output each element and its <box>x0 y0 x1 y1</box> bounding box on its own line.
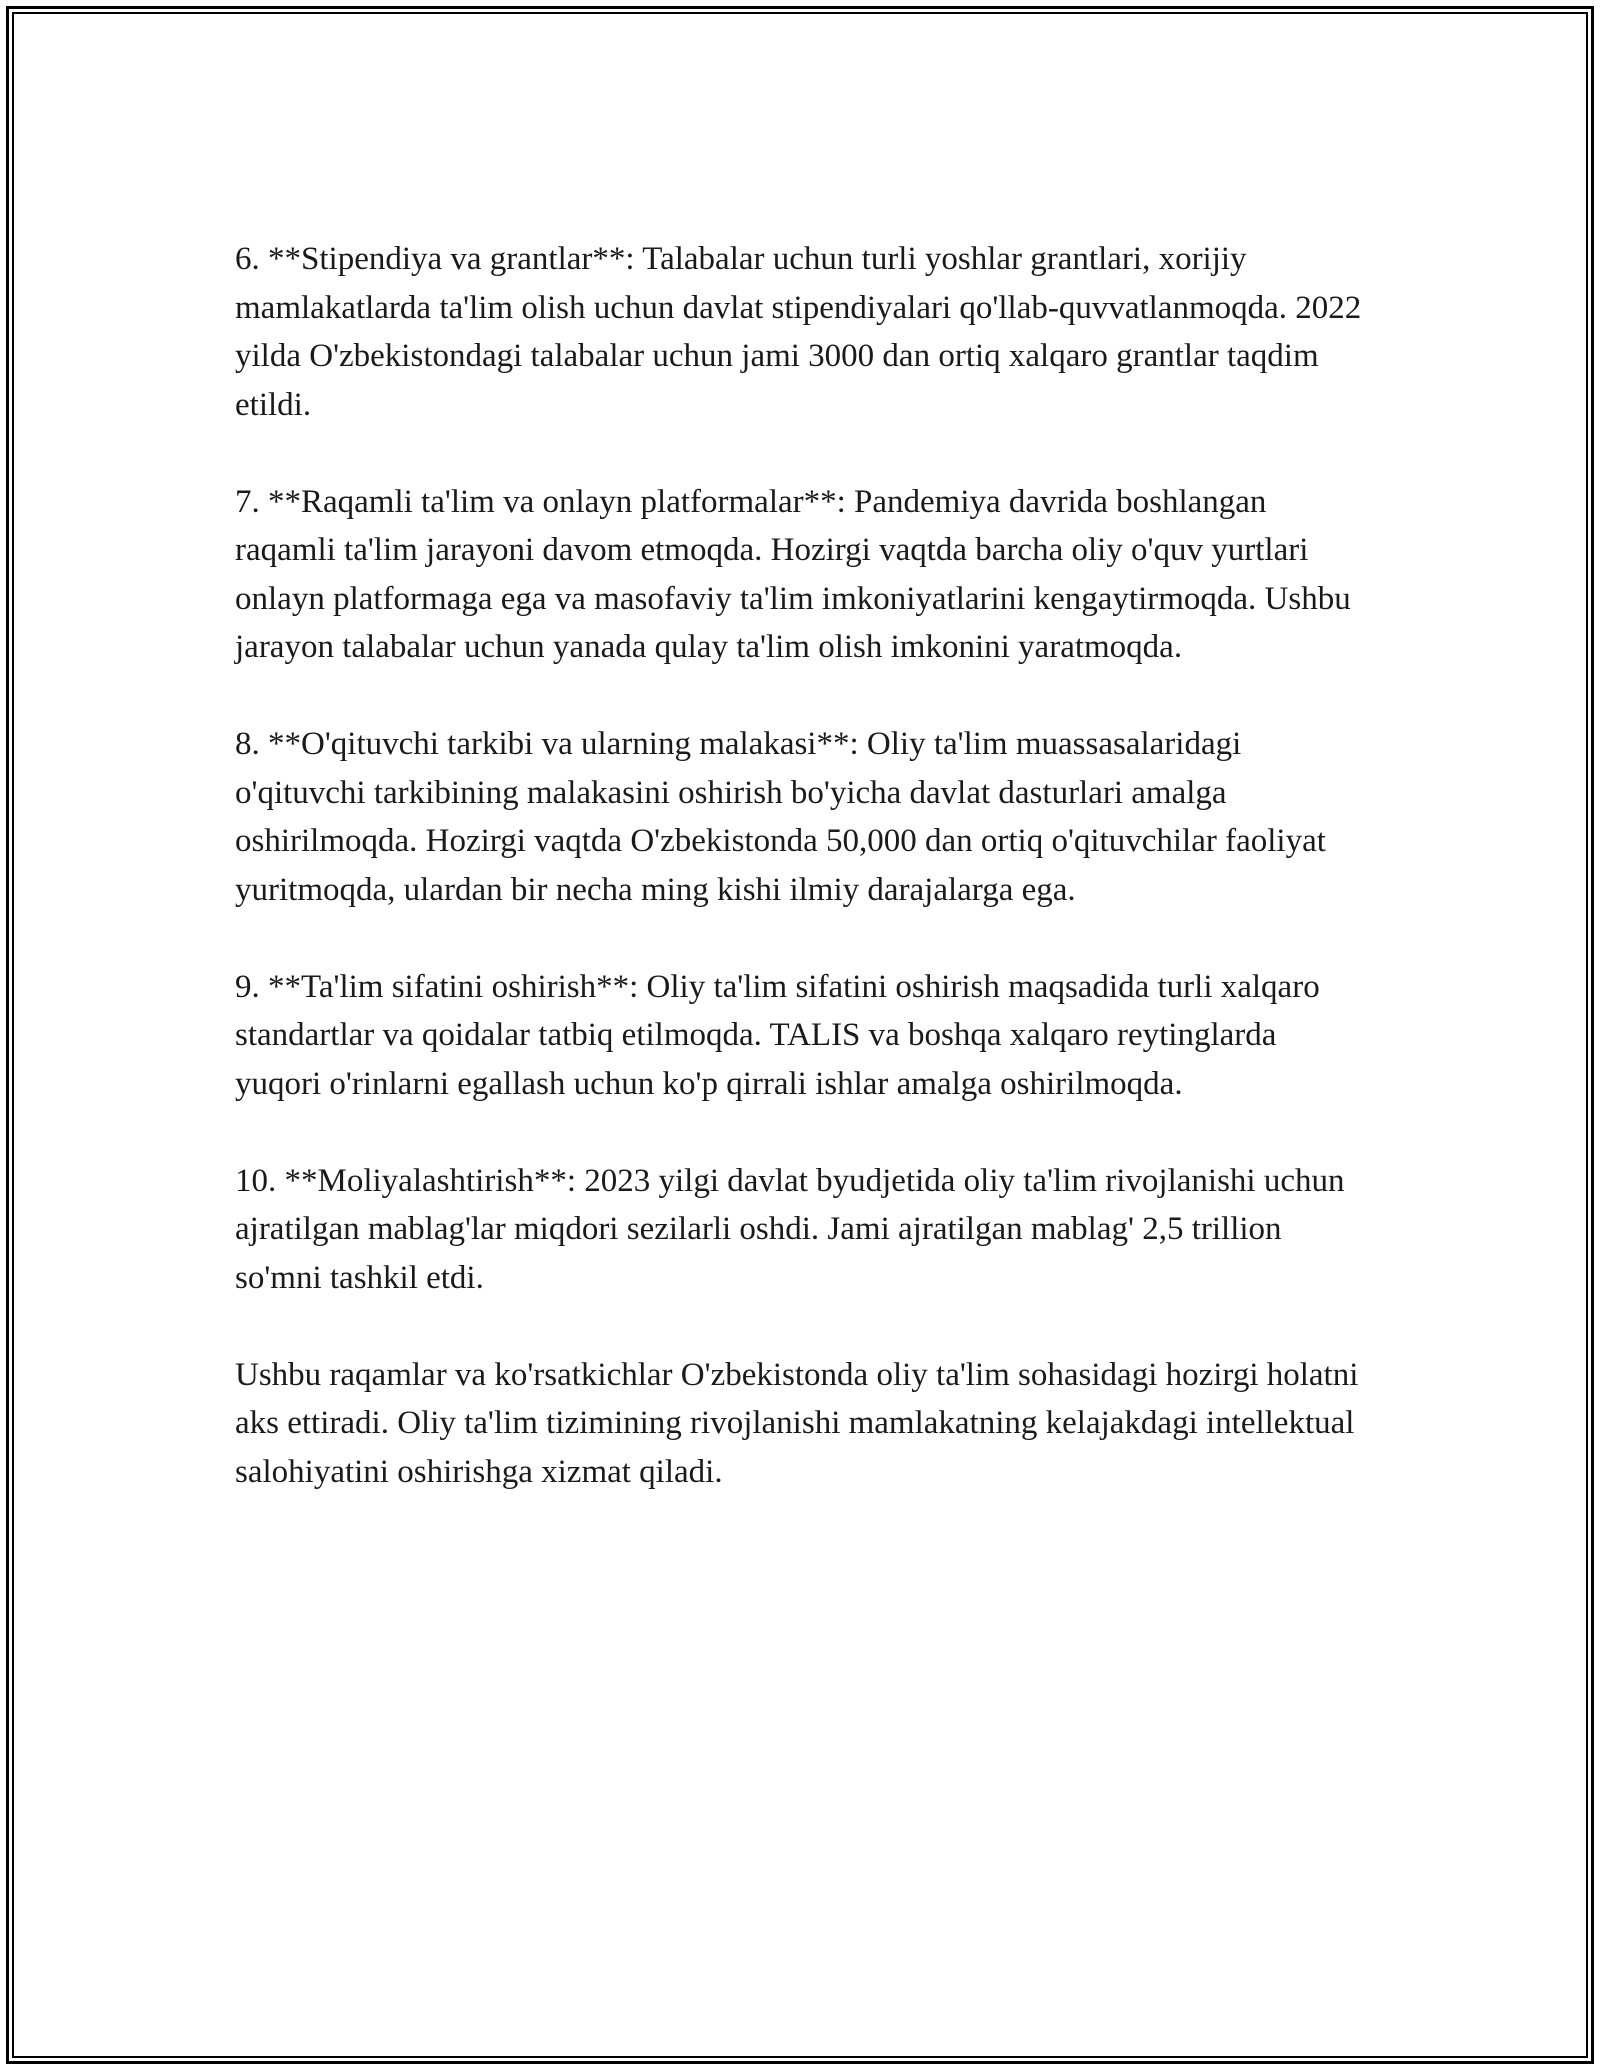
paragraph-oqituvchi-tarkibi: 8. **O'qituvchi tarkibi va ularning malakasi**: Oliy ta'lim muassasalaridagi o'qituvchi tarkibining malakasini oshirish bo'yicha davlat dasturlari amalga oshirilmoqda. Hozirgi vaqtda O'zbekistonda 50,000 dan ortiq o'qituvchilar faoliyat yuritmoqda, ulardan bir necha ming kishi ilmiy darajalarga ega. <box>235 726 1326 908</box>
paragraph-conclusion: Ushbu raqamlar va ko'rsatkichlar O'zbekistonda oliy ta'lim sohasidagi hozirgi holatni aks ettiradi. Oliy ta'lim tizimining rivojlanishi mamlakatning kelajakdagi intellektual salohiyatini oshirishga xizmat qiladi. <box>235 1356 1359 1490</box>
paragraph-stipendiya: 6. **Stipendiya va grantlar**: Talabalar uchun turli yoshlar grantlari, xorijiy mamlakatlarda ta'lim olish uchun davlat stipendiyalari qo'llab-quvvatlanmoqda. 2022 yilda O'zbekistondagi talabalar uchun jami 3000 dan ortiq xalqaro grantlar taqdim etildi. <box>235 241 1362 423</box>
paragraph-moliyalashtirish: 10. **Moliyalashtirish**: 2023 yilgi davlat byudjetida oliy ta'lim rivojlanishi uchun ajratilgan mablag'lar miqdori sezilarli oshdi. Jami ajratilgan mablag' 2,5 trillion so'mni tashkil etdi. <box>235 1162 1345 1296</box>
document-body <box>235 235 1370 1545</box>
paragraph-talim-sifati: 9. **Ta'lim sifatini oshirish**: Oliy ta'lim sifatini oshirish maqsadida turli xalqaro standartlar va qoidalar tatbiq etilmoqda. TALIS va boshqa xalqaro reytinglarda yuqori o'rinlarni egallash uchun ko'p qirrali ishlar amalga oshirilmoqda. <box>235 968 1320 1102</box>
paragraph-raqamli-talim: 7. **Raqamli ta'lim va onlayn platformalar**: Pandemiya davrida boshlangan raqamli ta'lim jarayoni davom etmoqda. Hozirgi vaqtda barcha oliy o'quv yurtlari onlayn platformaga ega va masofaviy ta'lim imkoniyatlarini kengaytirmoqda. Ushbu jarayon talabalar uchun yanada qulay ta'lim olish imkonini yaratmoqda. <box>235 483 1351 665</box>
